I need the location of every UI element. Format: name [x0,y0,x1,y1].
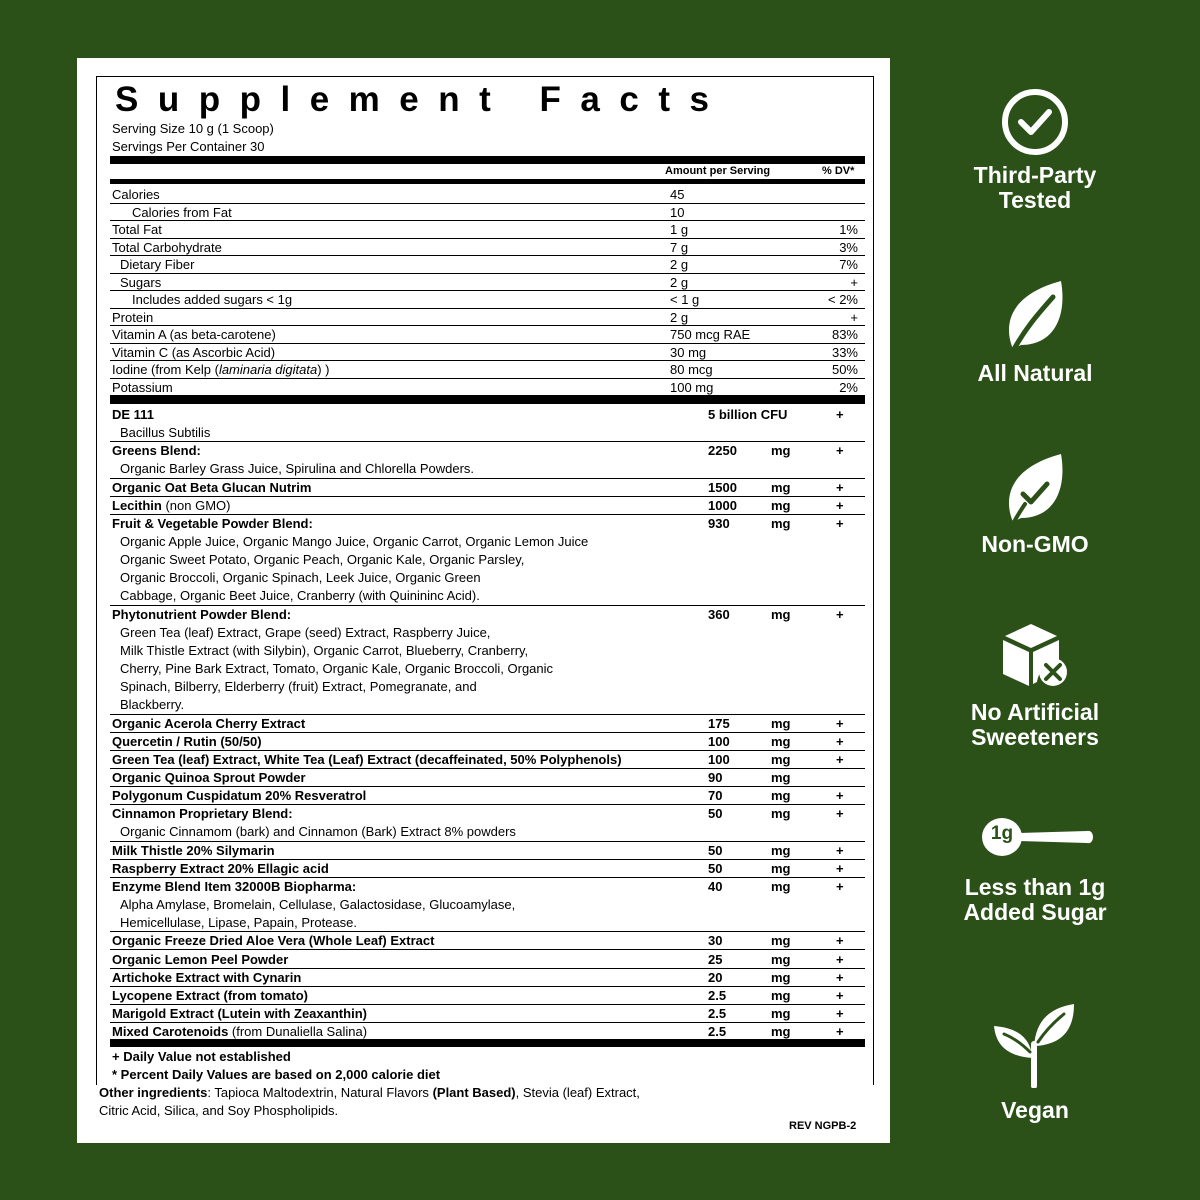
revision-code: REV NGPB-2 [789,1120,857,1132]
ingredient-row [110,442,865,478]
nutrient-row [110,326,865,344]
ingredient-detail: Spinach, Bilberry, Elderberry (fruit) Extract, Pomegranate, and [120,679,477,695]
leaf-icon [995,275,1075,355]
ingredient-unit: mg [771,1005,791,1021]
nutrient-row [110,256,865,274]
nutrient-name: Includes added sugars < 1g [132,292,293,307]
nutrient-amount: 45 [670,187,685,202]
ingredient-dv: + [836,1024,844,1040]
nutrient-amount: 750 mcg RAE [670,327,751,342]
ingredient-detail: Cherry, Pine Bark Extract, Tomato, Organic Kale, Organic Broccoli, Organic [120,661,554,677]
nutrient-dv: 33% [831,344,858,360]
thick-divider [110,156,865,164]
nutrient-name: Iodine (from Kelp (laminaria digitata) ) [112,362,330,377]
footnote-dv-not-established: + Daily Value not established [112,1049,291,1064]
nutrient-row [110,239,865,257]
nutrient-name: Potassium [112,379,173,395]
ingredient-qty: 50 [708,860,723,876]
ingredient-unit: mg [771,715,791,731]
ingredient-unit: mg [771,770,791,785]
ingredient-unit: mg [771,497,791,513]
ingredient-qty: 50 [708,806,723,822]
ingredient-qty: 90 [708,770,723,785]
nutrient-row [110,344,865,362]
ingredient-row [110,479,865,497]
ingredient-dv: + [836,733,844,749]
nutrient-dv: + [850,309,858,325]
ingredient-unit: mg [771,933,791,949]
ingredient-row [110,787,865,805]
ingredient-qty: 2250 [708,443,737,459]
ingredient-detail: Bacillus Subtilis [120,425,211,441]
badge-label: Added Sugar [963,899,1107,925]
ingredient-detail: Blackberry. [120,697,185,713]
ingredient-qty: 360 [708,606,730,622]
thick-divider [110,1039,865,1047]
nutrient-name: Vitamin A (as beta-carotene) [112,327,276,342]
ingredient-qty: 2.5 [708,1024,727,1040]
ingredient-dv: + [836,715,844,731]
ingredient-unit: mg [771,479,791,495]
badge-non-gmo [935,448,1135,557]
ingredient-dv: + [836,497,844,513]
ingredient-row [110,805,865,841]
serving-size: Serving Size 10 g (1 Scoop) [112,121,274,136]
label-title: Supplement Facts [115,80,729,119]
ingredient-name: Marigold Extract (Lutein with Zeaxanthin) [112,1005,367,1021]
nutrient-amount: 1 g [670,222,689,237]
ingredient-dv: + [836,606,844,622]
ingredient-name: Cinnamon Proprietary Blend: [112,806,293,822]
ingredient-dv: + [836,788,844,804]
badge-third-party-tested [935,86,1135,213]
ingredient-name: Polygonum Cuspidatum 20% Resveratrol [112,788,367,804]
ingredient-dv: + [836,515,844,531]
ingredient-qty: 1000 [708,497,737,513]
ingredient-name: Organic Oat Beta Glucan Nutrim [112,479,312,495]
ingredient-name: Quercetin / Rutin (50/50) [112,733,262,749]
ingredient-dv: + [836,933,844,949]
ingredient-dv: + [836,479,844,495]
nutrient-dv: 50% [831,362,858,377]
ingredient-dv: + [836,878,844,894]
badge-all-natural [935,275,1135,386]
ingredient-detail: Green Tea (leaf) Extract, Grape (seed) Extract, Raspberry Juice, [120,624,491,640]
ingredient-unit: mg [771,443,791,459]
thick-divider [110,396,865,404]
ingredient-unit: mg [771,515,791,531]
ingredient-name: Organic Lemon Peel Powder [112,951,289,967]
ingredient-qty: 30 [708,933,723,949]
ingredient-dv: + [836,1005,844,1021]
ingredient-name: Fruit & Vegetable Powder Blend: [112,515,313,531]
ingredient-dv: + [836,969,844,985]
nutrient-name: Dietary Fiber [120,257,195,272]
badge-label: Vegan [1001,1097,1069,1123]
ingredient-qty: 100 [708,751,730,767]
ingredient-detail: Alpha Amylase, Bromelain, Cellulase, Galactosidase, Glucoamylase, [120,897,516,913]
nutrient-amount: 10 [670,204,685,220]
nutrient-amount: 30 mg [670,344,707,360]
ingredient-name: Lecithin (non GMO) [112,497,231,513]
ingredient-row [110,497,865,515]
other-ingredients: Other ingredients: Tapioca Maltodextrin, Natural Flavors (Plant Based), Stevia (leaf) Extract, [99,1085,640,1100]
ingredient-row [110,932,865,950]
nutrient-row [110,291,865,309]
ingredient-row [110,842,865,860]
badge-label: Less than 1g [964,874,1106,900]
ingredient-qty: 50 [708,842,723,858]
ingredient-unit: mg [771,751,791,767]
ingredient-unit: mg [771,733,791,749]
ingredient-row [110,1005,865,1023]
ingredient-dv: + [836,987,844,1003]
ingredient-detail: Milk Thistle Extract (with Silybin), Organic Carrot, Blueberry, Cranberry, [120,642,529,658]
ingredient-name: Lycopene Extract (from tomato) [112,987,308,1003]
ingredient-qty: 100 [708,733,730,749]
nutrient-dv: 7% [839,257,858,272]
check-circle-icon [999,86,1071,158]
ingredient-dv: + [836,407,844,422]
nutrient-name: Vitamin C (as Ascorbic Acid) [112,344,276,360]
ingredient-name: Artichoke Extract with Cynarin [112,969,302,985]
ingredient-row [110,878,865,932]
servings-per-container: Servings Per Container 30 [112,139,265,154]
ingredient-unit: mg [771,987,791,1003]
ingredient-name: DE 111 [112,407,154,422]
sprout-icon [990,1000,1080,1088]
ingredient-dv: + [836,443,844,459]
ingredient-qty: 2.5 [708,987,727,1003]
nutrient-dv: + [850,274,858,290]
nutrient-row [110,204,865,222]
nutrient-dv: 83% [831,327,858,342]
amount-per-serving-header: Amount per Serving [665,165,771,177]
other-ingredients-line-2: Citric Acid, Silica, and Soy Phospholipids. [99,1103,339,1118]
nutrient-name: Total Carbohydrate [112,239,222,255]
nutrient-dv: 3% [839,239,858,255]
ingredient-unit: mg [771,606,791,622]
ingredient-qty: 175 [708,715,730,731]
ingredient-dv: + [836,951,844,967]
other-ingredients-label: Other ingredients [99,1085,208,1100]
ingredient-dv: + [836,751,844,767]
nutrient-row [110,309,865,327]
nutrient-amount: < 1 g [670,292,700,307]
ingredient-unit: mg [771,806,791,822]
ingredient-name: Organic Freeze Dried Aloe Vera (Whole Leaf) Extract [112,933,435,949]
nutrient-name: Sugars [120,274,162,290]
ingredient-detail: Hemicellulase, Lipase, Papain, Protease. [120,915,358,931]
nutrient-dv: 2% [839,379,858,395]
ingredient-dv: + [836,842,844,858]
ingredient-row [110,987,865,1005]
spoon-1g-icon [935,815,1135,859]
nutrient-row [110,361,865,379]
ingredient-qty: 5 billion CFU [708,407,788,422]
badge-no-artificial-sweeteners [935,620,1135,750]
ingredient-name: Organic Quinoa Sprout Powder [112,770,306,785]
dv-header: % DV* [822,165,855,177]
ingredient-row [110,715,865,733]
leaf-check-icon [995,448,1075,528]
nutrient-row [110,221,865,239]
ingredient-unit: mg [771,860,791,876]
ingredient-row [110,969,865,987]
nutrient-amount: 80 mcg [670,362,713,377]
ingredient-unit: mg [771,951,791,967]
nutrient-dv: < 2% [828,292,858,307]
ingredient-name: Green Tea (leaf) Extract, White Tea (Leaf) Extract (decaffeinated, 50% Polyphenols) [112,751,622,767]
ingredient-dv: + [836,806,844,822]
ingredient-qty: 40 [708,878,723,894]
nutrient-row [110,186,865,204]
ingredient-name: Raspberry Extract 20% Ellagic acid [112,860,329,876]
spoon-label: 1g [990,823,1014,844]
footnote-percent-dv: * Percent Daily Values are based on 2,000 calorie diet [112,1067,441,1082]
ingredient-qty: 70 [708,788,723,804]
badge-vegan [935,1000,1135,1123]
ingredient-qty: 2.5 [708,1005,727,1021]
badge-label: Tested [998,187,1072,213]
ingredient-name: Greens Blend: [112,443,201,459]
ingredient-name: Mixed Carotenoids (from Dunaliella Salina) [112,1024,368,1040]
ingredient-unit: mg [771,788,791,804]
nutrient-name: Protein [112,309,154,325]
badge-label: Non-GMO [981,531,1089,557]
nutrient-dv: 1% [839,222,858,237]
badge-label: Third-Party [973,162,1097,188]
ingredient-name: Phytonutrient Powder Blend: [112,606,292,622]
ingredient-name: Milk Thistle 20% Silymarin [112,842,275,858]
thick-divider [110,179,865,184]
nutrient-name: Calories [112,187,160,202]
ingredient-detail: Organic Sweet Potato, Organic Peach, Organic Kale, Organic Parsley, [120,552,525,568]
ingredient-row [110,951,865,969]
badge-label: Sweeteners [971,724,1099,750]
ingredient-qty: 1500 [708,479,737,495]
sugar-cube-crossed-icon [995,620,1075,692]
nutrient-amount: 7 g [670,239,689,255]
nutrient-amount: 100 mg [670,379,714,395]
badge-less-than-1g-added-sugar [935,815,1135,925]
ingredient-detail: Organic Broccoli, Organic Spinach, Leek Juice, Organic Green [120,570,481,586]
ingredient-row [110,769,865,787]
ingredient-row [110,406,865,442]
ingredient-detail: Organic Apple Juice, Organic Mango Juice, Organic Carrot, Organic Lemon Juice [120,534,589,550]
ingredient-unit: mg [771,969,791,985]
nutrient-name: Calories from Fat [132,204,232,220]
ingredient-unit: mg [771,842,791,858]
nutrient-amount: 2 g [670,257,689,272]
ingredient-detail: Organic Barley Grass Juice, Spirulina and Chlorella Powders. [120,461,475,477]
nutrient-amount: 2 g [670,309,689,325]
ingredient-dv: + [836,860,844,876]
ingredient-row [110,515,865,606]
ingredient-row [110,733,865,751]
ingredient-detail: Organic Cinnamom (bark) and Cinnamon (Bark) Extract 8% powders [120,824,516,840]
nutrient-row [110,379,865,397]
ingredient-row [110,860,865,878]
nutrient-row [110,274,865,292]
nutrient-amount: 2 g [670,274,689,290]
ingredient-qty: 25 [708,951,723,967]
ingredient-row [110,606,865,715]
nutrient-name: Total Fat [112,222,162,237]
ingredient-unit: mg [771,1024,791,1040]
ingredient-name: Enzyme Blend Item 32000B Biopharma: [112,878,357,894]
badge-label: No Artificial [970,699,1100,725]
badge-label: All Natural [977,360,1093,386]
ingredient-row [110,751,865,769]
ingredient-qty: 20 [708,969,723,985]
ingredient-detail: Cabbage, Organic Beet Juice, Cranberry (with Quinininc Acid). [120,588,480,604]
ingredient-name: Organic Acerola Cherry Extract [112,715,306,731]
ingredient-unit: mg [771,878,791,894]
ingredient-qty: 930 [708,515,730,531]
